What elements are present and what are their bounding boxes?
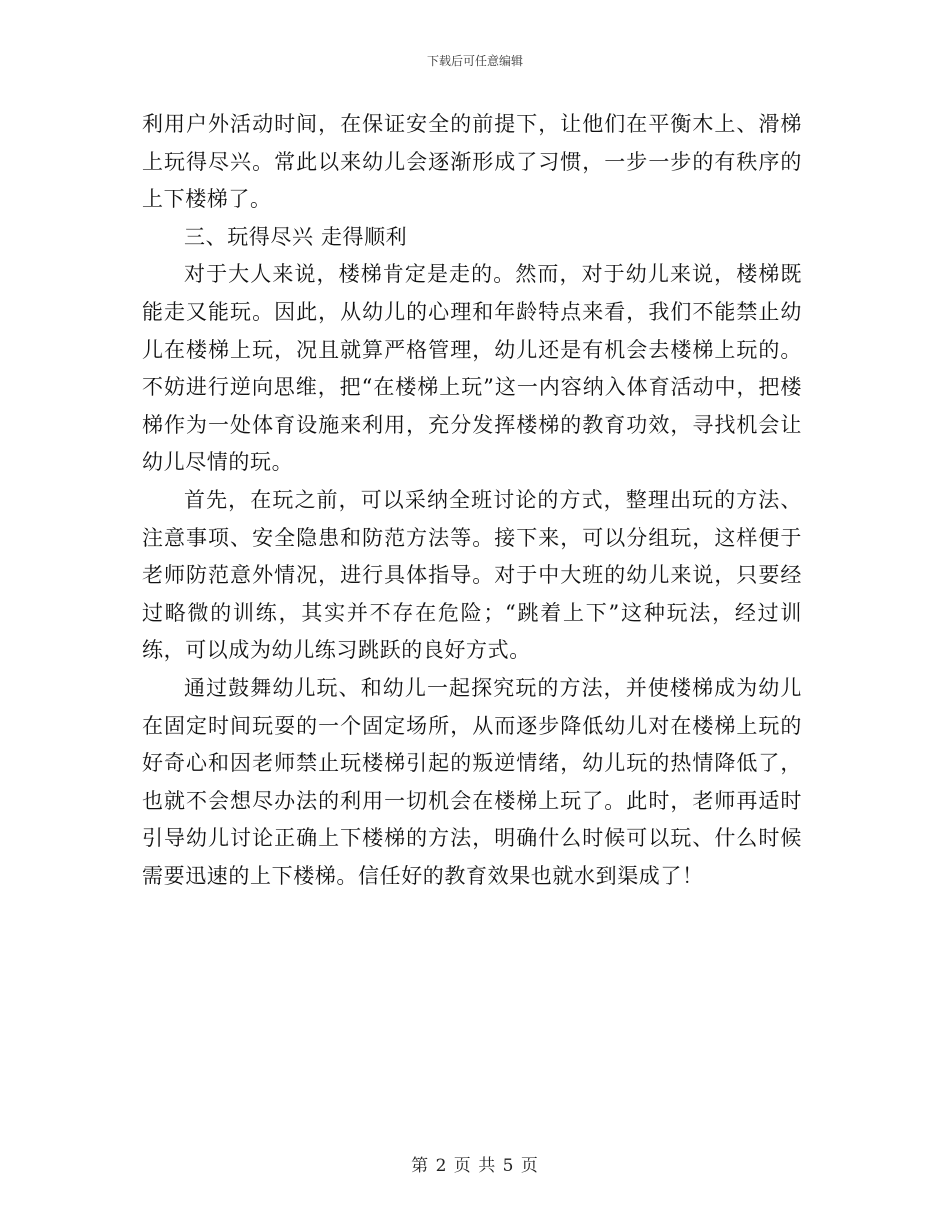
document-body: [142, 106, 802, 895]
page-header: 下载后可任意编辑: [426, 54, 523, 68]
paragraph-discussion: 首先，在玩之前，可以采纳全班讨论的方式，整理出玩的方法、注意事项、安全隐患和防范方法等。接下来，可以分组玩，这样便于老师防范意外情况，进行具体指导。对于中大班的幼儿来说，只要经过略微的训练，其实并不存在危险；“跳着上下”这种玩法，经过训练，可以成为幼儿练习跳跃的良好方式。: [142, 487, 802, 663]
paragraph-continuation: 利用户外活动时间，在保证安全的前提下，让他们在平衡木上、滑梯上玩得尽兴。常此以来幼儿会逐渐形成了习惯，一步一步的有秩序的上下楼梯了。: [142, 112, 802, 212]
page-number: 第 2 页 共 5 页: [411, 1156, 539, 1176]
paragraph-conclusion: 通过鼓舞幼儿玩、和幼儿一起探究玩的方法，并使楼梯成为幼儿在固定时间玩耍的一个固定场所，从而逐步降低幼儿对在楼梯上玩的好奇心和因老师禁止玩楼梯引起的叛逆情绪，幼儿玩的热情降低了，也就不会想尽办法的利用一切机会在楼梯上玩了。此时，老师再适时引导幼儿讨论正确上下楼梯的方法，明确什么时候可以玩、什么时候需要迅速的上下楼梯。信任好的教育效果也就水到渠成了！: [142, 675, 802, 888]
section-heading: 三、玩得尽兴 走得顺利: [184, 224, 408, 249]
paragraph-stairs-play: 对于大人来说，楼梯肯定是走的。然而，对于幼儿来说，楼梯既能走又能玩。因此，从幼儿的心理和年龄特点来看，我们不能禁止幼儿在楼梯上玩，况且就算严格管理，幼儿还是有机会去楼梯上玩的。不妨进行逆向思维，把“在楼梯上玩”这一内容纳入体育活动中，把楼梯作为一处体育设施来利用，充分发挥楼梯的教育功效，寻找机会让幼儿尽情的玩。: [142, 262, 802, 475]
